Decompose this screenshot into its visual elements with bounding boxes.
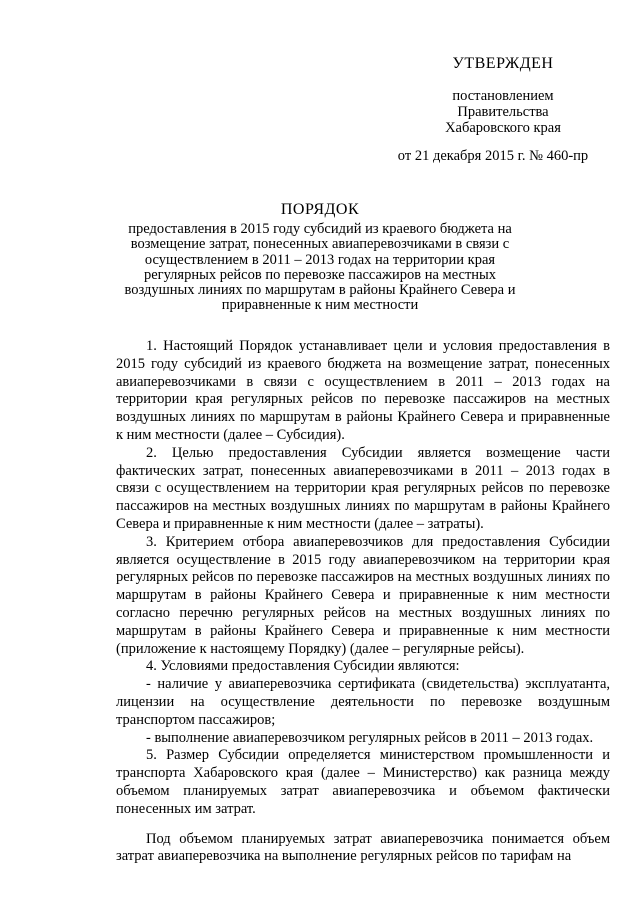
- approval-block: [398, 56, 608, 164]
- document-title: ПОРЯДОК: [280, 201, 360, 218]
- approval-date: от 21 декабря 2015 г. № 460-пр: [397, 148, 589, 164]
- paragraph-2: 2. Целью предоставления Субсидии является возмещение части фактических затрат, понесенных авиаперевозчиками в 2011 – 2013 годах в связи с осуществлением на территории края регулярных рейсов по перевозке пассажиров на местных воздушных линиях по маршрутам в районы Крайнего Севера и приравненные к ним местности (далее – затраты).: [116, 444, 610, 532]
- paragraph-1: 1. Настоящий Порядок устанавливает цели и условия предоставления в 2015 году субсидий из краевого бюджета на возмещение затрат, понесенных авиаперевозчиками в связи с осуществлением в 2011 – 2013 годах на территории края регулярных рейсов по перевозке пассажиров на местных воздушных линиях по маршрутам в районы Крайнего Севера и приравненные к ним местности (далее – Субсидия).: [116, 338, 610, 443]
- paragraph-4-item-2: - выполнение авиаперевозчиком регулярных рейсов в 2011 – 2013 годах.: [146, 729, 594, 746]
- paragraph-5: 5. Размер Субсидии определяется министерством промышленности и транспорта Хабаровского края (далее – Министерство) как разница между объемом планируемых затрат авиаперевозчика и объемом фактически понесенных им затрат.: [116, 747, 610, 817]
- paragraph-6: Под объемом планируемых затрат авиаперевозчика понимается объем затрат авиаперевозчика на выполнение регулярных рейсов по тарифам на: [116, 830, 610, 865]
- approval-line-1: постановлением: [452, 88, 554, 104]
- approval-line-3: Хабаровского края: [445, 120, 561, 136]
- paragraph-4-item-1: - наличие у авиаперевозчика сертификата (свидетельства) эксплуатанта, лицензии на осуществление деятельности по перевозке воздушным транспортом пассажиров;: [116, 676, 610, 728]
- document-subtitle: предоставления в 2015 году субсидий из краевого бюджета на возмещение затрат, понесенных авиаперевозчиками в связи с осуществлением в 2011 – 2013 годах на территории края регулярных рейсов по перевозке пассажиров на местных воздушных линиях по маршрутам в районы Крайнего Севера и приравненные к ним местности: [124, 221, 516, 314]
- paragraph-4: 4. Условиями предоставления Субсидии являются:: [146, 658, 460, 675]
- approval-heading: УТВЕРЖДЕН: [452, 55, 554, 72]
- paragraph-3: 3. Критерием отбора авиаперевозчиков для предоставления Субсидии является осуществление в 2015 году авиаперевозчиком на территории края регулярных рейсов по перевозке пассажиров на местных воздушных линиях по маршрутам в районы Крайнего Севера и приравненные к ним местности согласно перечню регулярных рейсов на местных воздушных линиях по маршрутам в районы Крайнего Севера и приравненные к ним местности (приложение к настоящему Порядку) (далее – регулярные рейсы).: [116, 533, 610, 657]
- approval-line-2: Правительства: [457, 104, 549, 120]
- document-body: [116, 338, 610, 866]
